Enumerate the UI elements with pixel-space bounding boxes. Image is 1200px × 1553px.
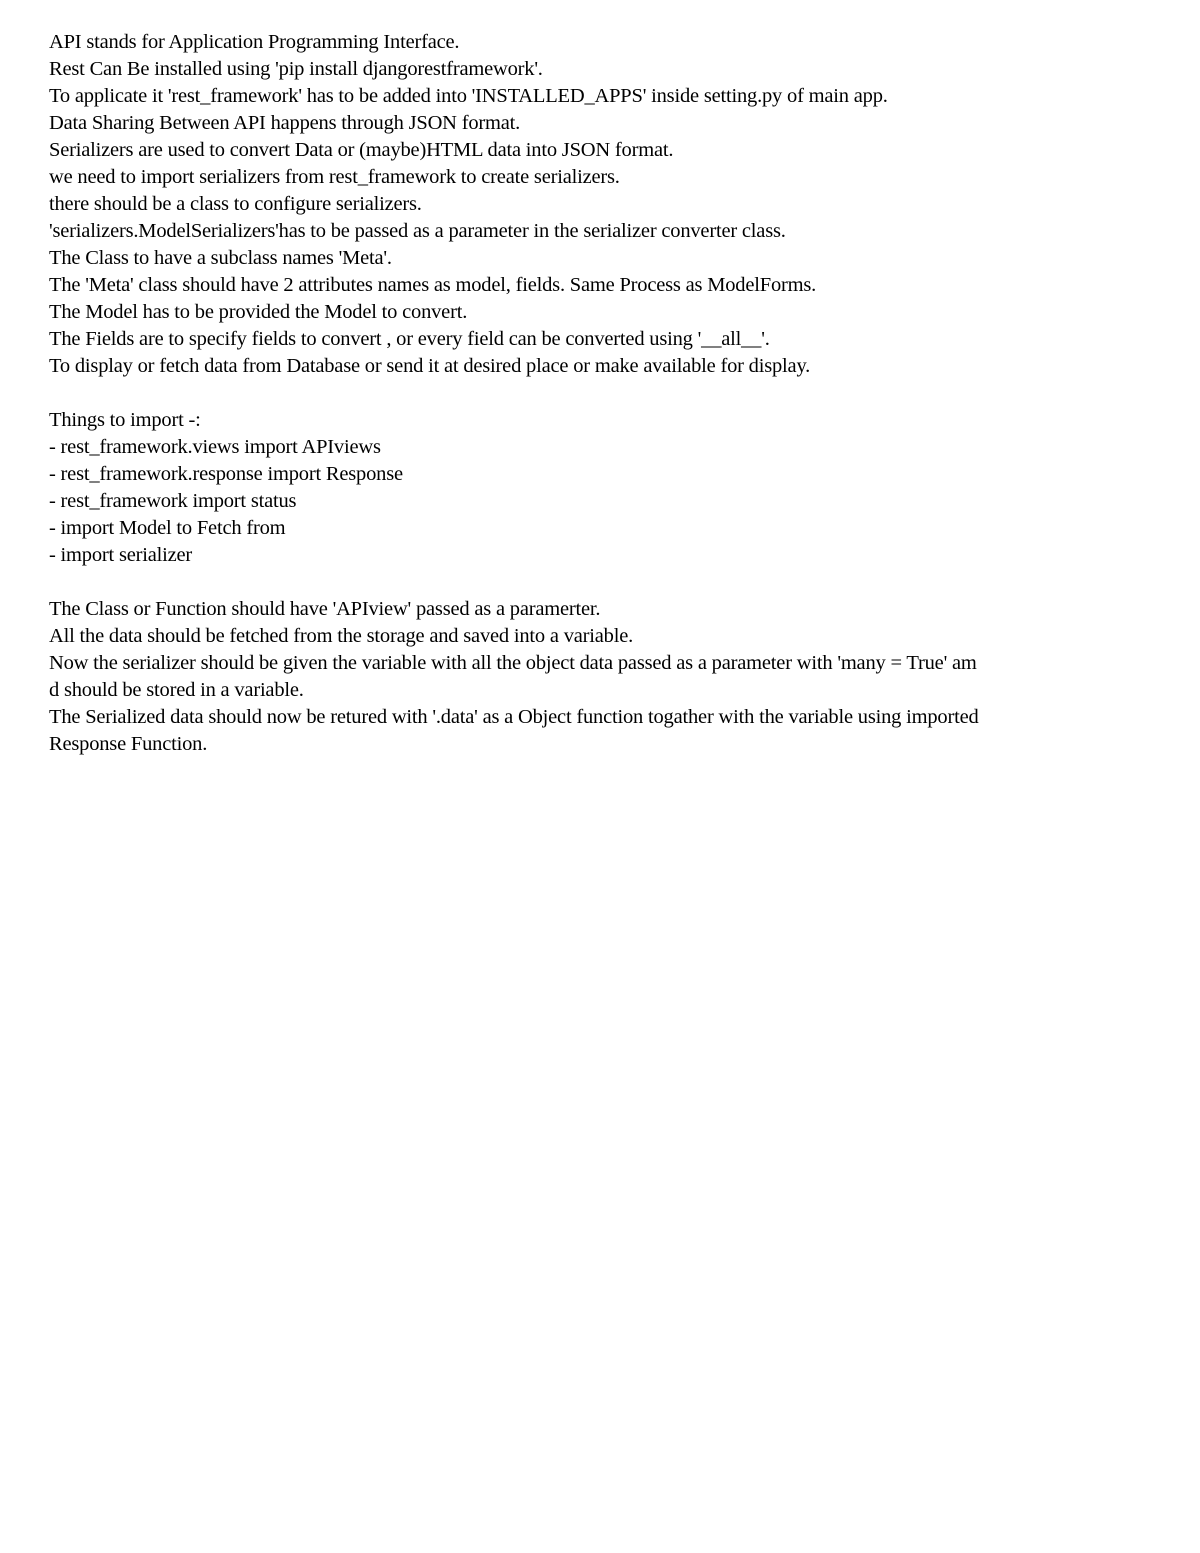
text-line: The Class or Function should have 'APIview' passed as a paramerter. [49, 598, 601, 620]
list-item: - import Model to Fetch from [49, 517, 286, 539]
text-line: The 'Meta' class should have 2 attributes names as model, fields. Same Process as ModelForms. [49, 274, 817, 296]
text-line: The Model has to be provided the Model to convert. [49, 301, 468, 323]
text-line: d should be stored in a variable. [49, 679, 304, 701]
text-line: To display or fetch data from Database or send it at desired place or make available for display. [49, 355, 811, 377]
list-item: - rest_framework import status [49, 490, 297, 512]
text-line: Data Sharing Between API happens through JSON format. [49, 112, 521, 134]
blank-line [49, 569, 1149, 596]
list-item: - rest_framework.views import APIviews [49, 436, 381, 458]
text-line: Response Function. [49, 733, 208, 755]
text-line: we need to import serializers from rest_framework to create serializers. [49, 166, 620, 188]
list-item: - import serializer [49, 544, 193, 566]
text-line: The Class to have a subclass names 'Meta'. [49, 247, 392, 269]
section-heading: Things to import -: [49, 409, 201, 431]
text-line: The Fields are to specify fields to convert , or every field can be converted using '__all__'. [49, 328, 770, 350]
text-line: Rest Can Be installed using 'pip install djangorestframework'. [49, 58, 543, 80]
text-line: there should be a class to configure serializers. [49, 193, 422, 215]
text-line: To applicate it 'rest_framework' has to be added into 'INSTALLED_APPS' inside setting.py of main app. [49, 85, 888, 107]
text-line: All the data should be fetched from the storage and saved into a variable. [49, 625, 634, 647]
text-line: Now the serializer should be given the variable with all the object data passed as a parameter with 'many = True' am [49, 652, 977, 674]
list-item: - rest_framework.response import Response [49, 463, 403, 485]
blank-line [49, 380, 1149, 407]
text-line: 'serializers.ModelSerializers'has to be passed as a parameter in the serializer converter class. [49, 220, 786, 242]
document-text [49, 29, 1149, 758]
text-line: The Serialized data should now be retured with '.data' as a Object function togather with the variable using imported [49, 706, 979, 728]
text-line: API stands for Application Programming Interface. [49, 31, 460, 53]
text-line: Serializers are used to convert Data or (maybe)HTML data into JSON format. [49, 139, 674, 161]
